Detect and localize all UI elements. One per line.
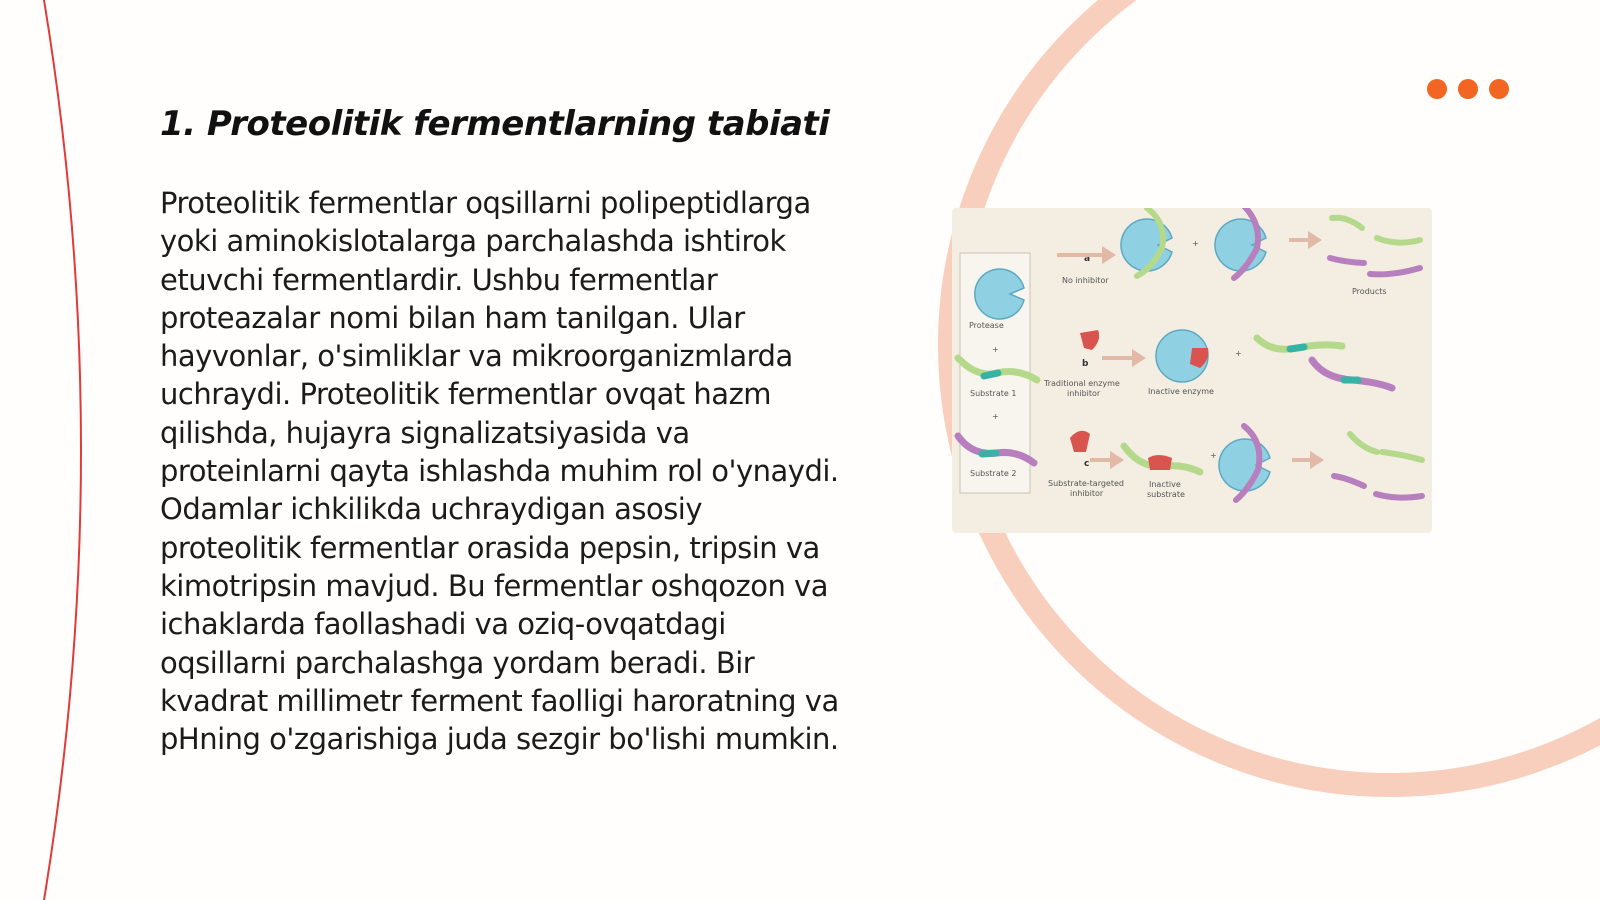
substrate2-cleavage-site bbox=[982, 453, 996, 454]
product-c4 bbox=[1376, 494, 1422, 498]
label-substrate-targeted-2: inhibitor bbox=[1070, 489, 1104, 498]
letter-a: a bbox=[1084, 254, 1091, 264]
dot-1 bbox=[1427, 79, 1447, 99]
protease-inhibitor-diagram bbox=[952, 208, 1432, 533]
slide-title: 1. Proteolitik fermentlarning tabiati bbox=[160, 104, 830, 144]
label-substrate-targeted-1: Substrate-targeted bbox=[1048, 479, 1124, 488]
label-traditional-1: Traditional enzyme bbox=[1044, 379, 1120, 388]
inactive-substrate-inhibitor bbox=[1148, 455, 1172, 470]
substrate1-cleavage-site bbox=[984, 373, 998, 376]
label-inactive-enzyme: Inactive enzyme bbox=[1148, 387, 1214, 396]
letter-c: c bbox=[1084, 459, 1090, 469]
plus-sign-2: + bbox=[992, 412, 999, 421]
label-substrate-1: Substrate 1 bbox=[970, 389, 1017, 398]
label-substrate-2: Substrate 2 bbox=[970, 469, 1017, 478]
plus-sign-b: + bbox=[1235, 349, 1242, 358]
left-arc-line bbox=[44, 0, 81, 900]
dot-2 bbox=[1458, 79, 1478, 99]
letter-b: b bbox=[1082, 359, 1089, 369]
dot-3 bbox=[1489, 79, 1509, 99]
plus-sign-1: + bbox=[992, 345, 999, 354]
label-products: Products bbox=[1352, 287, 1387, 296]
plus-sign-c: + bbox=[1210, 451, 1217, 460]
label-traditional-2: inhibitor bbox=[1067, 389, 1101, 398]
label-no-inhibitor: No inhibitor bbox=[1062, 276, 1109, 285]
menu-dots-icon bbox=[1427, 79, 1509, 99]
plus-sign-a: + bbox=[1192, 239, 1199, 248]
label-inactive-substrate-1: Inactive bbox=[1149, 480, 1181, 489]
label-inactive-substrate-2: substrate bbox=[1147, 490, 1185, 499]
free-substrate1-site bbox=[1290, 347, 1304, 349]
label-protease: Protease bbox=[969, 321, 1004, 330]
slide-body-text: Proteolitik fermentlar oqsillarni polipeptidlarga yoki aminokislotalarga parchalashda ishtirok etuvchi fermentlardir. Ushbu fermentlar proteazalar nomi bilan ham tanilgan. Ular hayvonlar, o'simliklar va mikroorganizmlarda uchraydi. Proteolitik fermentlar ovqat hazm qilishda, hujayra signalizatsiyasida va proteinlarni qayta ishlashda muhim rol o'ynaydi. Odamlar ichkilikda uchraydigan asosiy proteolitik fermentlar orasida pepsin, tripsin va kimotripsin mavjud. Bu fermentlar oshqozon va ichaklarda faollashadi va oziq-ovqatdagi oqsillarni parchalashga yordam beradi. Bir kvadrat millimetr ferment faolligi haroratning va pHning o'zgarishiga juda sezgir bo'lishi mumkin. bbox=[160, 186, 839, 757]
